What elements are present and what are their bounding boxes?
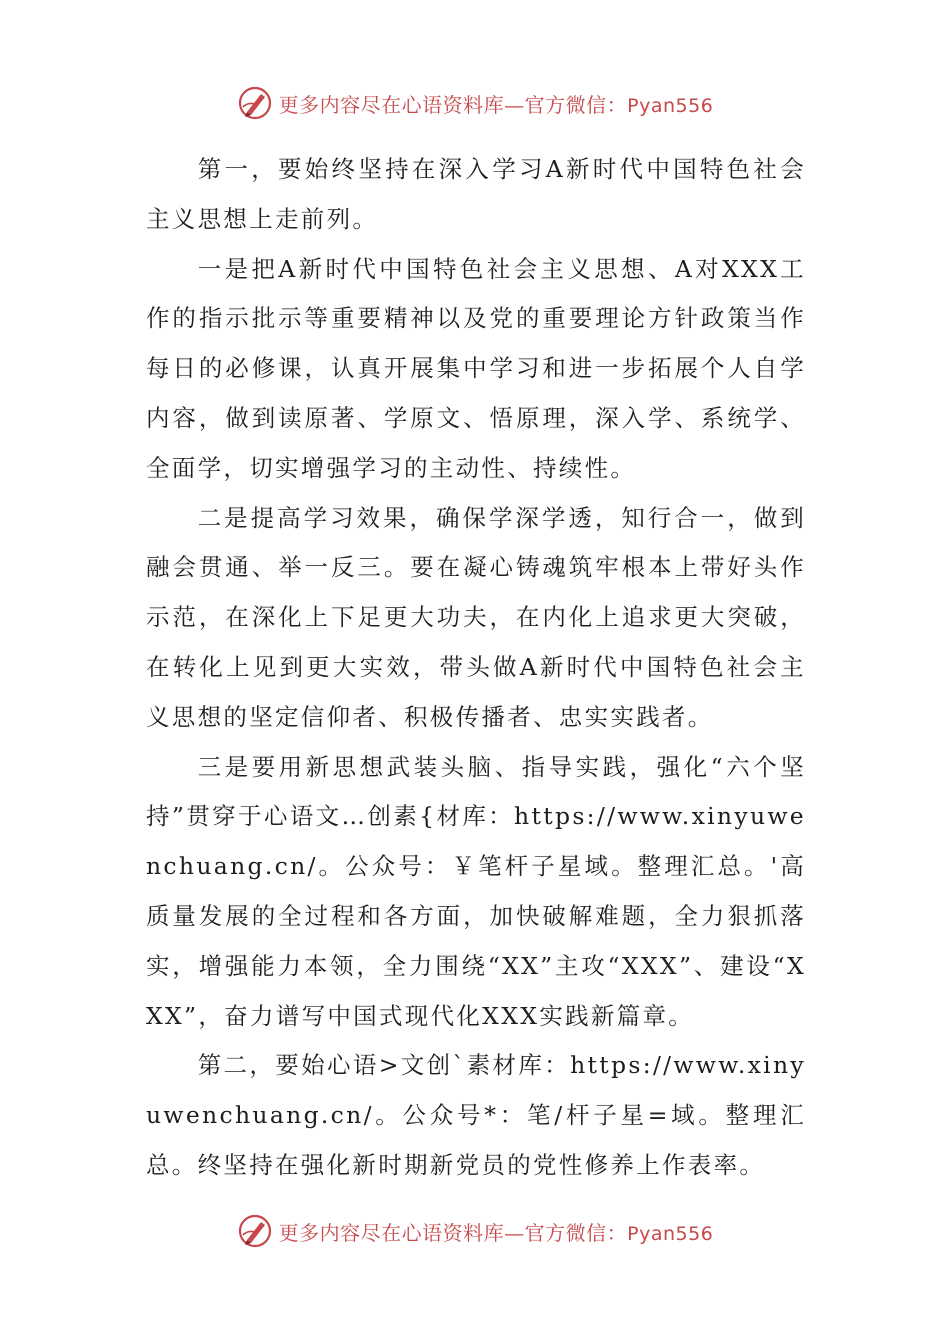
watermark-text: 更多内容尽在心语资料库—官方微信：Pyan556 xyxy=(278,92,714,117)
paragraph: 第二，要始心语>文创`素材库：https://www.xinyuwenchuang.cn/。公众号*：笔/杆子星=域。整理汇总。终坚持在强化新时期新党员的党性修养上作表率。 xyxy=(146,1051,806,1179)
watermark-text: 更多内容尽在心语资料库—官方微信：Pyan556 xyxy=(278,1220,714,1245)
paragraph: 二是提高学习效果，确保学深学透，知行合一，做到融会贯通、举一反三。要在凝心铸魂筑牢根本上带好头作示范，在深化上下足更大功夫，在内化上追求更大突破，在转化上见到更大实效，带头做A新时代中国特色社会主义思想的坚定信仰者、积极传播者、忠实实践者。 xyxy=(146,503,806,731)
pen-logo-icon xyxy=(237,1213,273,1249)
document-body xyxy=(146,145,806,1191)
paragraph: 三是要用新思想武装头脑、指导实践，强化“六个坚持”贯穿于心语文…创素{材库：https://www.xinyuwenchuang.cn/。公众号：￥笔杆子星域。整理汇总。'高质量发展的全过程和各方面，加快破解难题，全力狠抓落实，增强能力本领，全力围绕“XX”主攻“XXX”、建设“XXX”，奋力谱写中国式现代化XXX实践新篇章。 xyxy=(146,752,806,1030)
header-watermark xyxy=(0,80,950,126)
paragraph: 第一，要始终坚持在深入学习A新时代中国特色社会主义思想上走前列。 xyxy=(146,155,806,233)
footer-watermark xyxy=(0,1208,950,1254)
pen-logo-icon xyxy=(237,85,273,121)
paragraph: 一是把A新时代中国特色社会主义思想、A对XXX工作的指示批示等重要精神以及党的重要理论方针政策当作每日的必修课，认真开展集中学习和进一步拓展个人自学内容，做到读原著、学原文、悟原理，深入学、系统学、全面学，切实增强学习的主动性、持续性。 xyxy=(146,254,806,482)
